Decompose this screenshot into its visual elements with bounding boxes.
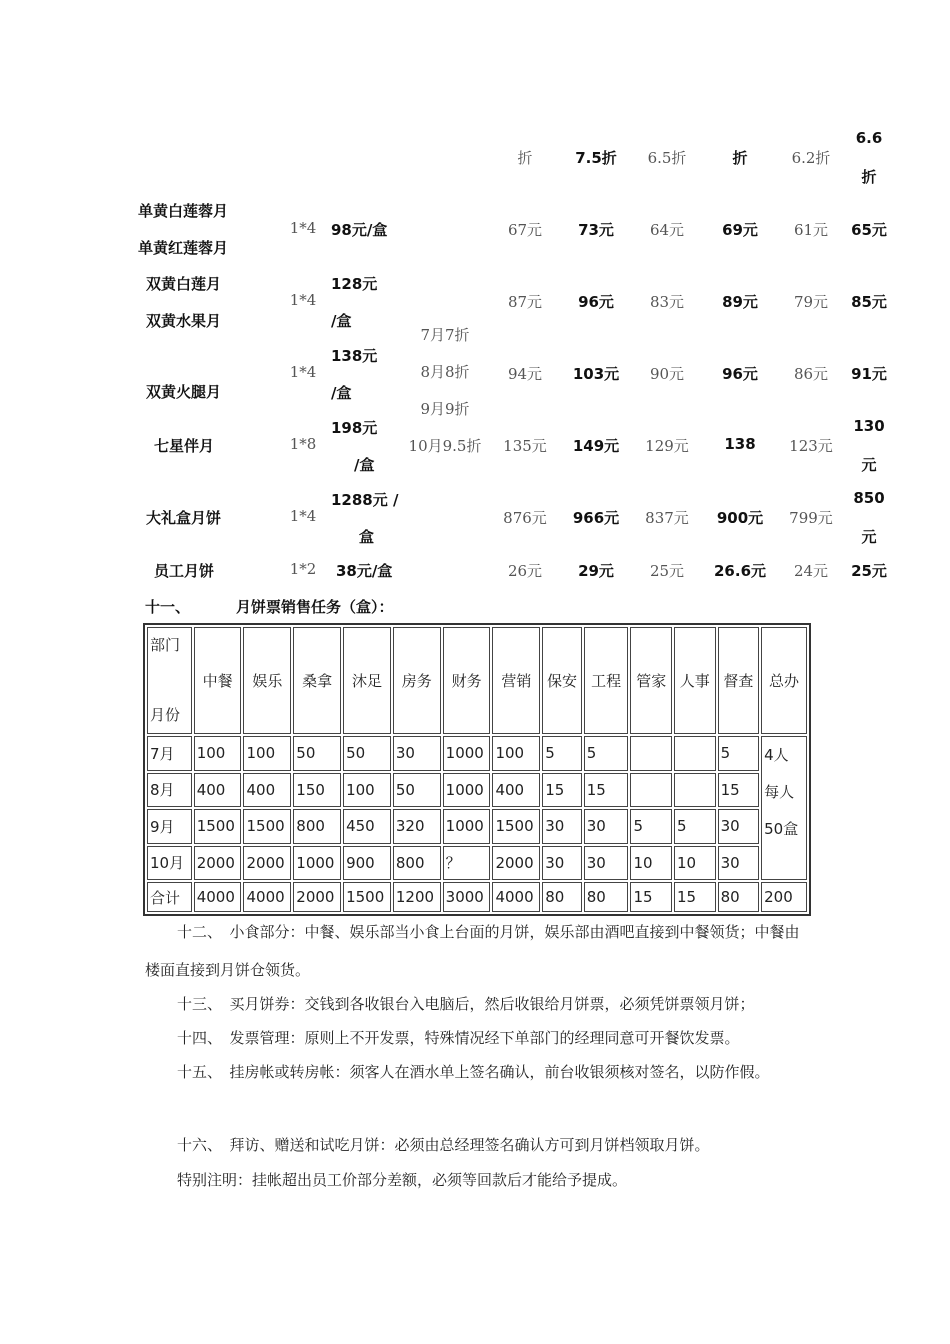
table-cell: 800 [293, 809, 341, 844]
price-value: 25元 [649, 562, 685, 580]
table-cell: 30 [393, 736, 441, 771]
paragraph-15: 十五、 挂房帐或转房帐：须客人在酒水单上签名确认，前台收银须核对签名，以防作假。 [177, 1063, 770, 1081]
product-price: /盒 [331, 312, 352, 330]
product-price: 1288元 / [331, 491, 399, 509]
corner-cell [147, 627, 192, 734]
price-value: 850 [853, 489, 885, 507]
price-value: 130 [853, 417, 885, 435]
table-cell: 1000 [443, 736, 491, 771]
price-value: 96元 [722, 365, 758, 383]
dept-header: 总办 [761, 627, 807, 734]
month-cell: 合计 [147, 882, 192, 912]
discount-c6: 7.5折 [575, 149, 617, 167]
discount-c9: 6.2折 [791, 149, 831, 167]
price-value: 26元 [507, 562, 543, 580]
product-spec: 1*4 [289, 507, 317, 525]
table-cell: 50 [343, 736, 391, 771]
table-cell [630, 773, 672, 808]
table-cell: 1500 [194, 809, 242, 844]
table-cell: 320 [393, 809, 441, 844]
table-cell [674, 773, 716, 808]
table-cell: 5 [630, 809, 672, 844]
dept-header: 管家 [630, 627, 672, 734]
dept-header: 桑拿 [293, 627, 341, 734]
table-cell: 400 [194, 773, 242, 808]
table-cell: 400 [243, 773, 291, 808]
discount-note: 10月9.5折 [408, 437, 482, 455]
table-row [147, 773, 807, 808]
discount-c10-b: 折 [861, 168, 877, 186]
table-cell: 2000 [492, 846, 540, 881]
table-cell: 1500 [243, 809, 291, 844]
section-number: 十一、 [145, 598, 191, 616]
table-cell: 150 [293, 773, 341, 808]
zongban-note-line: 每人 [764, 783, 795, 801]
sales-task-table [143, 623, 811, 916]
price-value: 67元 [507, 221, 543, 239]
product-name: 七星伴月 [154, 437, 215, 455]
price-value: 65元 [851, 221, 887, 239]
table-cell: 10 [630, 846, 672, 881]
month-cell: 9月 [147, 809, 192, 844]
product-price: 盒 [359, 528, 375, 546]
table-cell: 5 [718, 736, 760, 771]
discount-c10-a: 6.6 [855, 129, 883, 147]
table-cell: 30 [718, 846, 760, 881]
table-cell: 15 [542, 773, 581, 808]
table-cell: 30 [542, 809, 581, 844]
paragraph-14: 十四、 发票管理：原则上不开发票，特殊情况经下单部门的经理同意可开餐饮发票。 [177, 1029, 740, 1047]
dept-header: 工程 [584, 627, 629, 734]
discount-c7: 6.5折 [647, 149, 687, 167]
table-row [147, 736, 807, 771]
table-cell: ？ [443, 846, 491, 881]
product-price: /盒 [331, 384, 352, 402]
table-cell: 450 [343, 809, 391, 844]
month-cell: 8月 [147, 773, 192, 808]
dept-header: 房务 [393, 627, 441, 734]
table-row [147, 809, 807, 844]
table-cell: 1000 [293, 846, 341, 881]
table-cell: 2000 [293, 882, 341, 912]
price-value: 876元 [503, 509, 547, 527]
table-cell: 1000 [443, 809, 491, 844]
table-cell: 1500 [343, 882, 391, 912]
discount-note: 7月7折 [420, 326, 470, 344]
table-cell: 2000 [194, 846, 242, 881]
price-value: 83元 [649, 293, 685, 311]
price-value: 元 [861, 456, 877, 474]
price-value: 89元 [722, 293, 758, 311]
discount-c8: 折 [732, 149, 748, 167]
price-value: 966元 [572, 509, 620, 527]
section-title: 月饼票销售任务（盒）： [236, 598, 394, 616]
discount-note: 9月9折 [420, 400, 470, 418]
discount-c5: 折 [517, 149, 533, 167]
dept-header: 中餐 [194, 627, 242, 734]
table-cell: 80 [542, 882, 581, 912]
table-cell: 15 [584, 773, 629, 808]
price-value: 64元 [649, 221, 685, 239]
product-name: 员工月饼 [154, 562, 215, 580]
table-cell: 15 [630, 882, 672, 912]
zongban-note-line: 4人 [764, 746, 789, 764]
dept-header: 人事 [674, 627, 716, 734]
price-value: 837元 [645, 509, 689, 527]
product-spec: 1*4 [289, 363, 317, 381]
corner-top-label: 部门 [150, 636, 181, 654]
table-cell: 5 [542, 736, 581, 771]
dept-header: 保安 [542, 627, 581, 734]
product-price: 98元/盒 [331, 221, 388, 239]
paragraph-12: 十二、 小食部分：中餐、娱乐部当小食上台面的月饼，娱乐部由酒吧直接到中餐领货；中餐由楼面直接到月饼仓领货。 [145, 923, 800, 979]
product-spec: 1*8 [289, 435, 317, 453]
dept-header: 财务 [443, 627, 491, 734]
table-cell: 5 [584, 736, 629, 771]
paragraph-13: 十三、 买月饼券：交钱到各收银台入电脑后，然后收银给月饼票，必须凭饼票领月饼； [177, 995, 755, 1013]
table-cell [630, 736, 672, 771]
product-price: /盒 [354, 456, 375, 474]
price-value: 79元 [793, 293, 829, 311]
price-value: 149元 [572, 437, 620, 455]
product-price: 128元 [331, 275, 378, 293]
paragraph-16: 十六、 拜访、赠送和试吃月饼：必须由总经理签名确认方可到月饼档领取月饼。 [177, 1136, 710, 1154]
table-cell: 30 [584, 809, 629, 844]
table-cell: 50 [293, 736, 341, 771]
dept-header: 沐足 [343, 627, 391, 734]
price-value: 96元 [578, 293, 614, 311]
price-value: 900元 [716, 509, 764, 527]
product-spec: 1*4 [289, 291, 317, 309]
table-cell: 100 [492, 736, 540, 771]
table-total-row [147, 882, 807, 912]
price-value: 123元 [789, 437, 833, 455]
dept-header: 营销 [492, 627, 540, 734]
table-cell: 900 [343, 846, 391, 881]
price-value: 元 [861, 528, 877, 546]
corner-bottom-label: 月份 [150, 706, 181, 724]
product-name: 双黄水果月 [146, 312, 222, 330]
price-value: 24元 [793, 562, 829, 580]
table-cell: 80 [718, 882, 760, 912]
price-value: 69元 [722, 221, 758, 239]
product-spec: 1*4 [289, 219, 317, 237]
product-name: 单黄白莲蓉月 [138, 202, 229, 220]
product-price: 138元 [331, 347, 378, 365]
price-value: 129元 [645, 437, 689, 455]
product-name: 双黄白莲月 [146, 275, 222, 293]
table-cell: 5 [674, 809, 716, 844]
table-cell: 100 [343, 773, 391, 808]
dept-header: 督查 [718, 627, 760, 734]
table-cell: 200 [761, 882, 807, 912]
price-value: 26.6元 [713, 562, 767, 580]
table-cell [674, 736, 716, 771]
product-price: 38元/盒 [336, 562, 393, 580]
table-cell: 1000 [443, 773, 491, 808]
table-cell: 80 [584, 882, 629, 912]
price-value: 799元 [789, 509, 833, 527]
month-cell: 10月 [147, 846, 192, 881]
table-row [147, 846, 807, 881]
table-cell: 100 [194, 736, 242, 771]
price-value: 138 [724, 435, 756, 453]
price-value: 94元 [507, 365, 543, 383]
table-cell: 30 [718, 809, 760, 844]
table-cell: 4000 [243, 882, 291, 912]
table-cell: 30 [542, 846, 581, 881]
zongban-note-cell [761, 736, 807, 880]
month-cell: 7月 [147, 736, 192, 771]
product-name: 单黄红莲蓉月 [138, 239, 229, 257]
product-spec: 1*2 [289, 560, 317, 578]
table-cell: 2000 [243, 846, 291, 881]
table-cell: 1200 [393, 882, 441, 912]
price-value: 25元 [851, 562, 887, 580]
price-value: 87元 [507, 293, 543, 311]
dept-header: 娱乐 [243, 627, 291, 734]
special-note: 特别注明：挂帐超出员工价部分差额，必须等回款后才能给予提成。 [177, 1171, 628, 1189]
price-value: 103元 [572, 365, 620, 383]
product-name: 双黄火腿月 [146, 383, 222, 401]
table-header-row [147, 627, 807, 734]
table-cell: 15 [718, 773, 760, 808]
price-value: 91元 [851, 365, 887, 383]
product-name: 大礼盒月饼 [146, 509, 222, 527]
table-cell: 4000 [194, 882, 242, 912]
price-value: 29元 [578, 562, 614, 580]
table-cell: 100 [243, 736, 291, 771]
price-value: 85元 [851, 293, 887, 311]
price-value: 61元 [793, 221, 829, 239]
table-cell: 50 [393, 773, 441, 808]
discount-note: 8月8折 [420, 363, 470, 381]
price-value: 86元 [793, 365, 829, 383]
price-value: 135元 [503, 437, 547, 455]
product-price: 198元 [331, 419, 378, 437]
price-value: 90元 [649, 365, 685, 383]
table-cell: 4000 [492, 882, 540, 912]
zongban-note-line: 50盒 [764, 820, 799, 838]
table-cell: 1500 [492, 809, 540, 844]
table-cell: 3000 [443, 882, 491, 912]
price-value: 73元 [578, 221, 614, 239]
table-cell: 10 [674, 846, 716, 881]
table-cell: 30 [584, 846, 629, 881]
table-cell: 15 [674, 882, 716, 912]
table-cell: 400 [492, 773, 540, 808]
table-cell: 800 [393, 846, 441, 881]
